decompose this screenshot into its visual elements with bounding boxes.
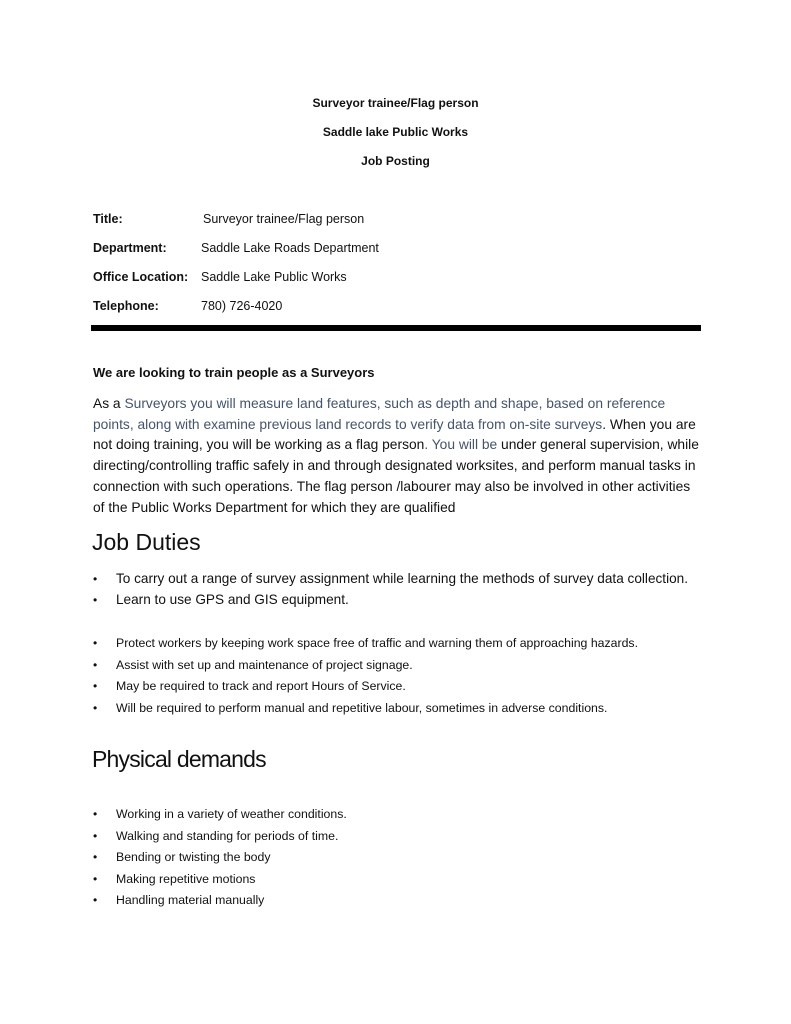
list-item [93, 890, 703, 912]
bullet-icon: • [93, 657, 98, 672]
list-item-text: May be required to track and report Hours of Service. [116, 679, 406, 693]
bullet-icon: • [93, 828, 98, 843]
posting-organization: Saddle lake Public Works [322, 125, 469, 139]
intro-text-accent: Surveyors you will measure land features, such as depth and shape, based on reference points, along with examine previous land records to verify data from on-site surveys [93, 396, 666, 432]
list-item [93, 698, 703, 720]
bullet-icon: • [93, 572, 98, 586]
job-duties-heading: Job Duties [92, 529, 201, 555]
intro-paragraph [93, 394, 703, 518]
bullet-icon: • [93, 807, 98, 821]
list-item [93, 847, 703, 869]
job-duties-list-primary [93, 569, 703, 610]
bullet-icon: • [93, 679, 98, 693]
bullet-icon: • [93, 871, 98, 886]
field-label: Title: [93, 212, 123, 226]
bullet-icon: • [93, 636, 98, 650]
list-item [93, 869, 703, 891]
physical-demands-list [93, 804, 703, 912]
field-value: 780) 726-4020 [201, 299, 283, 313]
intro-text: As a [93, 396, 125, 411]
bullet-icon: • [93, 893, 98, 907]
posting-title: Surveyor trainee/Flag person [312, 96, 479, 110]
list-item [93, 569, 703, 590]
field-label: Department: [93, 241, 167, 255]
intro-text: under general supervision, while directing/controlling traffic safely in and through designated worksites, and perform manual tasks in connection with such operations. The flag person /labourer may also be involved in other activities of the Public Works Department for which they are qualified [93, 437, 699, 515]
list-item-text: Walking and standing for periods of time. [116, 828, 339, 843]
list-item [93, 676, 703, 698]
list-item [93, 826, 703, 848]
physical-demands-heading: Physical demands [92, 746, 266, 772]
list-item [93, 633, 703, 655]
field-value: Saddle Lake Public Works [201, 270, 347, 284]
job-duties-list-secondary [93, 633, 703, 719]
list-item [93, 804, 703, 826]
list-item-text: Learn to use GPS and GIS equipment. [116, 591, 349, 607]
horizontal-rule [91, 325, 701, 331]
field-value: Saddle Lake Roads Department [201, 241, 379, 255]
bullet-icon: • [93, 700, 98, 715]
list-item-text: Assist with set up and maintenance of project signage. [116, 657, 413, 672]
bullet-icon: • [93, 592, 98, 607]
list-item-text: Handling material manually [116, 893, 265, 907]
intro-text: . When you are not doing training, you will be working as a flag person [93, 416, 696, 453]
bullet-icon: • [93, 850, 98, 864]
posting-type: Job Posting [361, 154, 430, 168]
list-item-text: To carry out a range of survey assignment while learning the methods of survey data collection. [116, 571, 688, 586]
list-item-text: Will be required to perform manual and repetitive labour, sometimes in adverse conditions. [116, 700, 608, 715]
list-item-text: Bending or twisting the body [116, 850, 271, 864]
list-item-text: Making repetitive motions [116, 871, 256, 886]
field-label: Telephone: [93, 299, 159, 313]
list-item [93, 655, 703, 677]
list-item [93, 590, 703, 611]
list-item-text: Working in a variety of weather conditions. [116, 807, 347, 821]
list-item-text: Protect workers by keeping work space free of traffic and warning them of approaching hazards. [116, 636, 638, 650]
field-label: Office Location: [93, 270, 189, 284]
intro-heading: We are looking to train people as a Surveyors [93, 365, 375, 380]
field-value: Surveyor trainee/Flag person [203, 212, 365, 226]
intro-text-accent: . You will be [424, 437, 498, 453]
